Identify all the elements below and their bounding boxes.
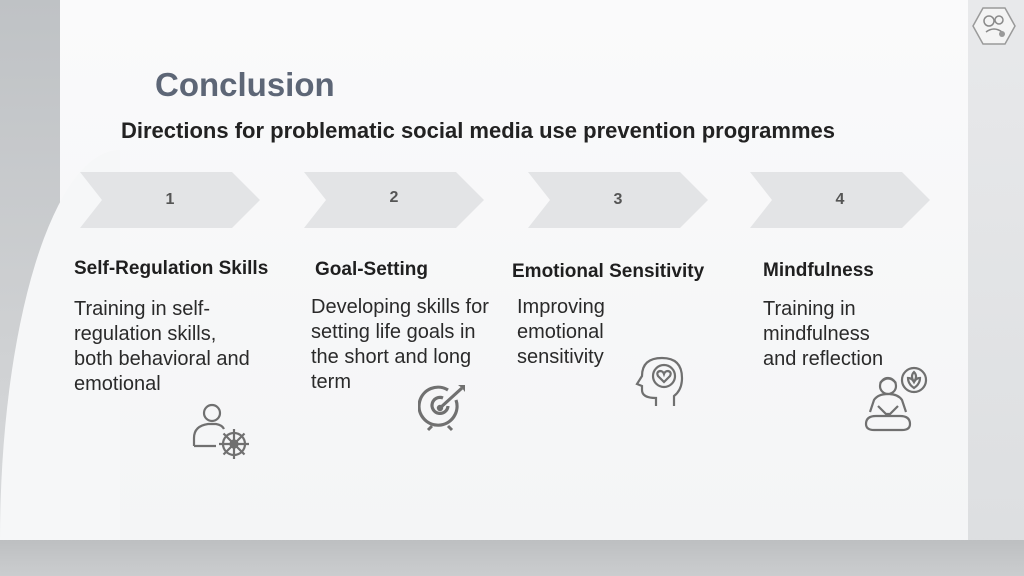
step-3-chevron — [528, 172, 708, 228]
step-3-number: 3 — [613, 191, 623, 208]
step-4-chevron — [750, 172, 930, 228]
step-4-description: Training in mindfulness and reflection — [763, 298, 884, 370]
step-3-description: Improving emotional sensitivity — [517, 296, 605, 368]
slide-title: Conclusion — [155, 66, 335, 103]
step-2-title: Goal-Setting — [315, 259, 428, 280]
step-1-title: Self-Regulation Skills — [74, 258, 269, 279]
head-heart-icon — [632, 354, 688, 408]
step-2-number: 2 — [389, 189, 399, 206]
bottom-decorative-bar — [0, 540, 1024, 576]
target-arrow-icon — [418, 382, 470, 432]
step-4-number: 4 — [835, 191, 845, 208]
step-4-title: Mindfulness — [763, 260, 874, 281]
meditation-lotus-icon — [862, 366, 930, 434]
step-1-number: 1 — [165, 191, 175, 208]
logo-icon — [972, 6, 1016, 46]
person-ship-wheel-icon — [190, 402, 252, 462]
step-1-chevron — [80, 172, 260, 228]
slide-subtitle: Directions for problematic social media use prevention programmes — [121, 118, 835, 143]
step-1-description: Training in self-regulation skills, both behavioral and emotional — [74, 298, 250, 395]
step-2-description: Developing skills for setting life goals in the short and long term — [311, 296, 489, 393]
step-3-title: Emotional Sensitivity — [512, 261, 705, 282]
step-2-chevron — [304, 172, 484, 228]
